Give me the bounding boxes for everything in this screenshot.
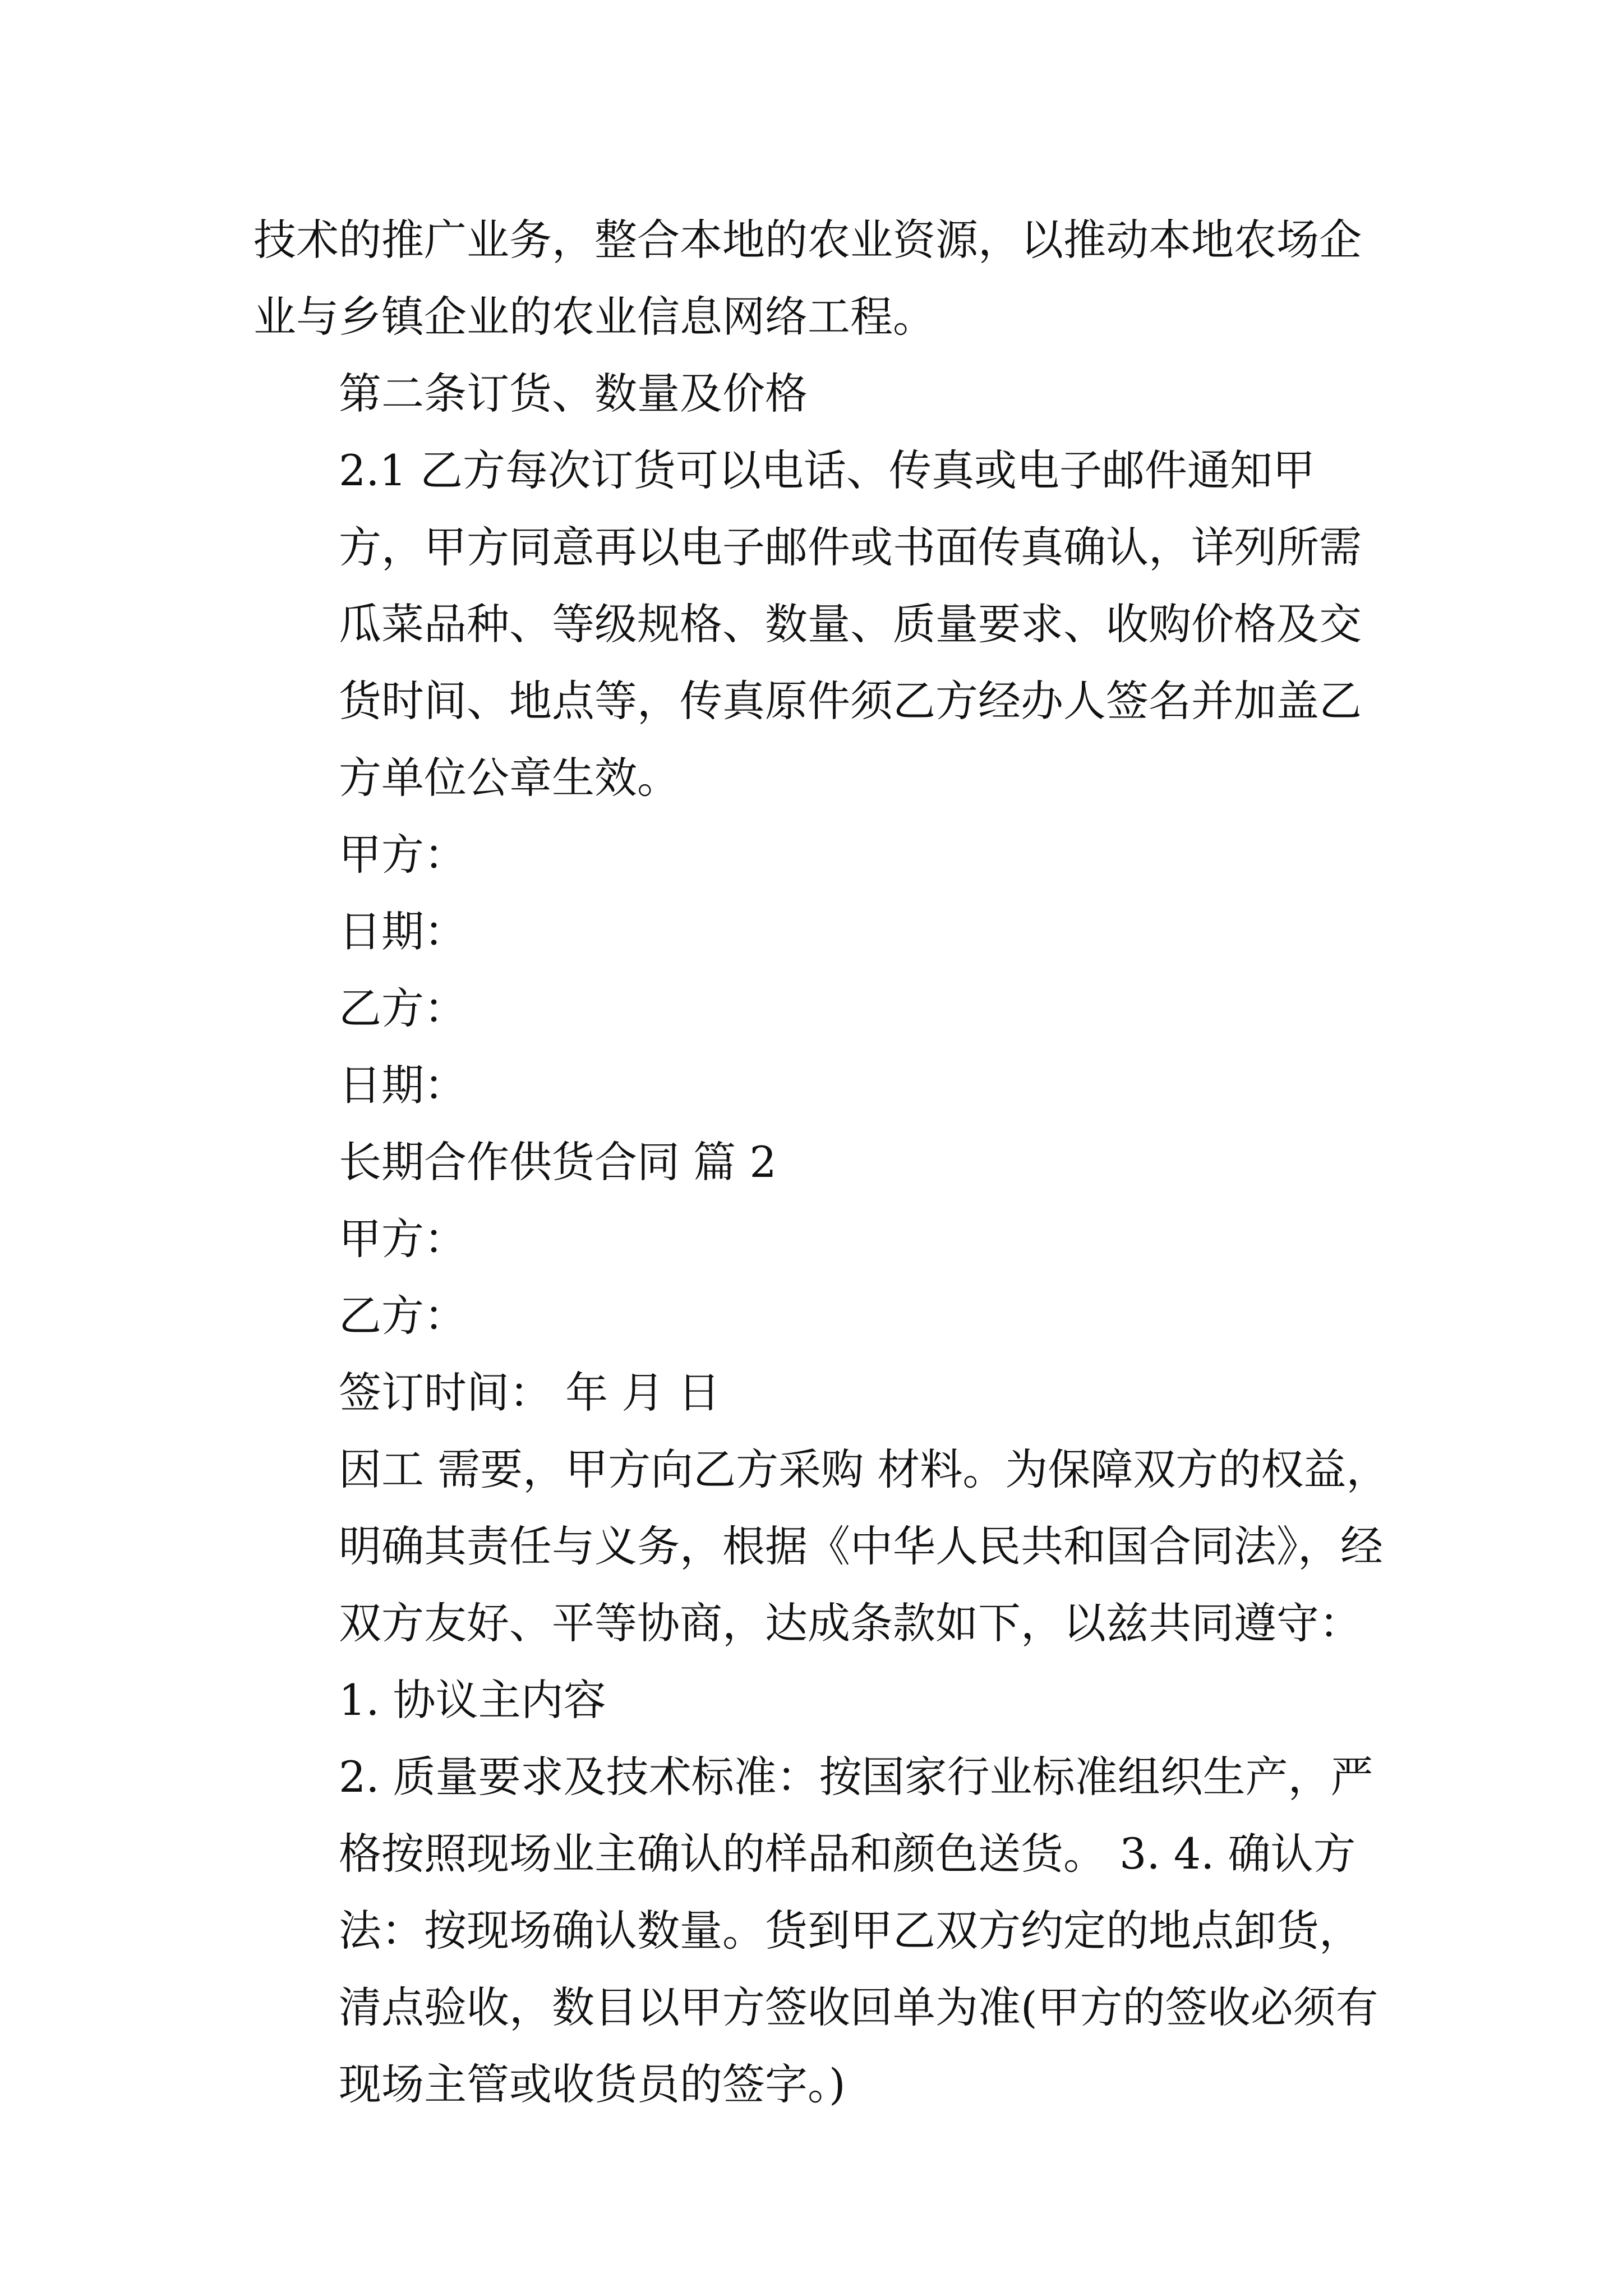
party-b-label: 乙方： bbox=[339, 983, 467, 1033]
date-label: 日期： bbox=[339, 1060, 467, 1110]
list-item: 1. 协议主内容 bbox=[339, 1675, 606, 1725]
paragraph: 技术的推广业务，整合本地的农业资源，以推动本地农场企业与乡镇企业的农业信息网络工程。 bbox=[253, 215, 1362, 342]
party-b-label: 乙方： bbox=[339, 1291, 467, 1341]
paragraph: 2.1 乙方每次订货可以电话、传真或电子邮件通知甲方，甲方同意再以电子邮件或书面传真确认，详列所需瓜菜品种、等级规格、数量、质量要求、收购价格及交货时间、地点等，传真原件须乙方经办人签名并加盖乙方单位公章生效。 bbox=[339, 445, 1362, 803]
list-item: 2. 质量要求及技术标准：按国家行业标准组织生产，严格按照现场业主确认的样品和颜色送货。 3. 4. 确认方法：按现场确认数量。货到甲乙双方约定的地点卸货，清点验收，数目以甲方签收回单为准(甲方的签收必须有现场主管或收货员的签字。) bbox=[339, 1752, 1378, 2109]
contract-title: 长期合作供货合同 篇 2 bbox=[339, 1137, 777, 1187]
signing-time: 签订时间： 年 月 日 bbox=[339, 1368, 721, 1418]
document-body bbox=[253, 201, 1392, 2123]
party-a-label: 甲方： bbox=[339, 1214, 467, 1264]
party-a-label: 甲方： bbox=[339, 830, 467, 880]
section-heading: 第二条订货、数量及价格 bbox=[339, 369, 808, 418]
date-label: 日期： bbox=[339, 907, 467, 956]
paragraph: 因工 需要，甲方向乙方采购 材料。为保障双方的权益，明确其责任与义务，根据《中华人民共和国合同法》，经双方友好、平等协商，达成条款如下，以兹共同遵守： bbox=[339, 1444, 1389, 1648]
